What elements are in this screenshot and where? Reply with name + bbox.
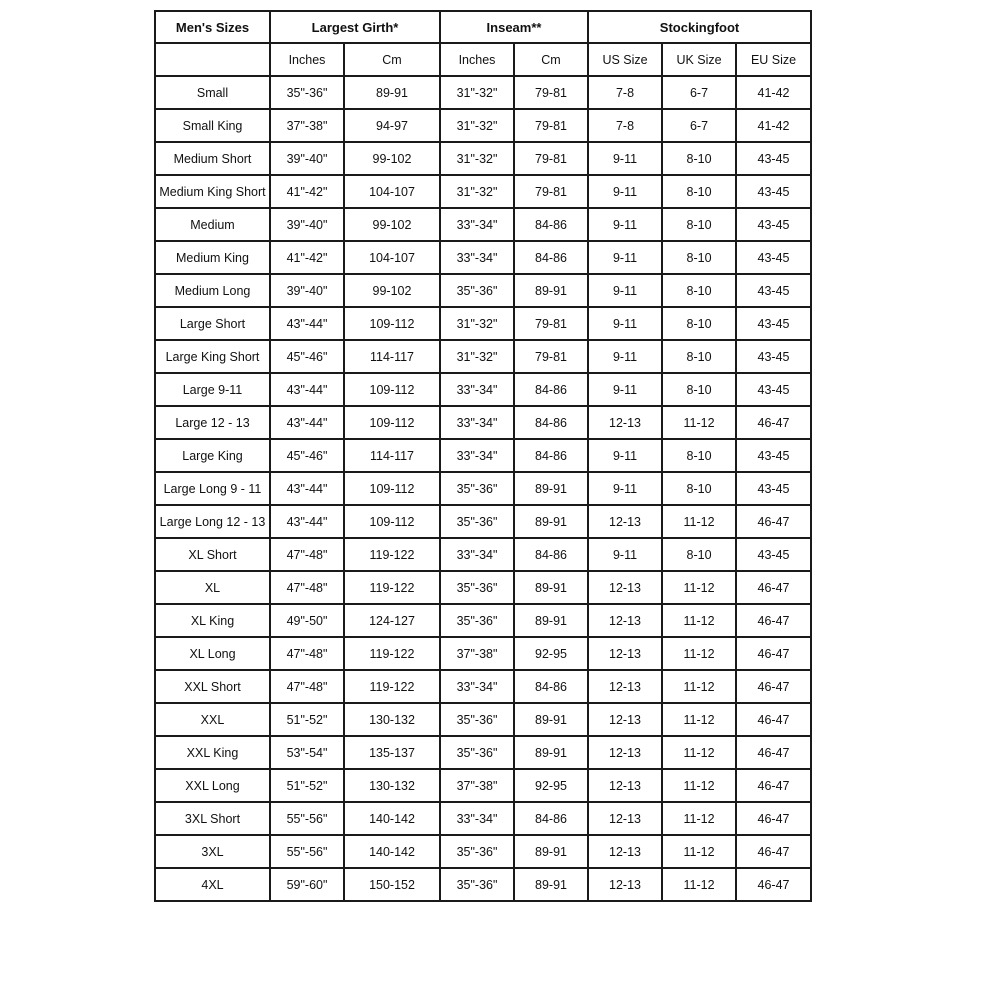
uk-size-cell: 11-12: [662, 637, 736, 670]
uk-size-cell: 8-10: [662, 208, 736, 241]
girth-inches-cell: 35"-36": [270, 76, 344, 109]
header-group-row: [155, 11, 811, 43]
header-girth-cm: Cm: [344, 43, 440, 76]
eu-size-cell: 43-45: [736, 307, 811, 340]
eu-size-cell: 46-47: [736, 835, 811, 868]
us-size-cell: 7-8: [588, 76, 662, 109]
size-name-cell: XL King: [155, 604, 270, 637]
girth-cm-cell: 109-112: [344, 373, 440, 406]
uk-size-cell: 11-12: [662, 868, 736, 901]
us-size-cell: 12-13: [588, 868, 662, 901]
girth-inches-cell: 39"-40": [270, 208, 344, 241]
girth-inches-cell: 37"-38": [270, 109, 344, 142]
inseam-inches-cell: 33"-34": [440, 208, 514, 241]
eu-size-cell: 46-47: [736, 406, 811, 439]
size-name-cell: Large King Short: [155, 340, 270, 373]
uk-size-cell: 11-12: [662, 802, 736, 835]
inseam-inches-cell: 35"-36": [440, 274, 514, 307]
girth-inches-cell: 47"-48": [270, 670, 344, 703]
girth-inches-cell: 51"-52": [270, 769, 344, 802]
eu-size-cell: 43-45: [736, 538, 811, 571]
eu-size-cell: 46-47: [736, 868, 811, 901]
eu-size-cell: 46-47: [736, 802, 811, 835]
us-size-cell: 12-13: [588, 505, 662, 538]
us-size-cell: 12-13: [588, 835, 662, 868]
eu-size-cell: 46-47: [736, 703, 811, 736]
girth-cm-cell: 99-102: [344, 142, 440, 175]
us-size-cell: 9-11: [588, 241, 662, 274]
eu-size-cell: 46-47: [736, 604, 811, 637]
girth-cm-cell: 114-117: [344, 340, 440, 373]
uk-size-cell: 11-12: [662, 505, 736, 538]
size-name-cell: Small King: [155, 109, 270, 142]
inseam-inches-cell: 37"-38": [440, 637, 514, 670]
size-name-cell: Medium King Short: [155, 175, 270, 208]
inseam-cm-cell: 79-81: [514, 76, 588, 109]
table-row: [155, 769, 811, 802]
girth-cm-cell: 99-102: [344, 208, 440, 241]
header-stockingfoot: Stockingfoot: [588, 11, 811, 43]
inseam-cm-cell: 84-86: [514, 373, 588, 406]
girth-inches-cell: 47"-48": [270, 571, 344, 604]
size-name-cell: XL Long: [155, 637, 270, 670]
size-name-cell: 4XL: [155, 868, 270, 901]
inseam-inches-cell: 33"-34": [440, 538, 514, 571]
us-size-cell: 12-13: [588, 703, 662, 736]
girth-cm-cell: 89-91: [344, 76, 440, 109]
inseam-cm-cell: 84-86: [514, 406, 588, 439]
us-size-cell: 12-13: [588, 802, 662, 835]
eu-size-cell: 43-45: [736, 472, 811, 505]
girth-inches-cell: 47"-48": [270, 637, 344, 670]
inseam-inches-cell: 31"-32": [440, 109, 514, 142]
girth-cm-cell: 119-122: [344, 670, 440, 703]
girth-inches-cell: 43"-44": [270, 373, 344, 406]
table-row: [155, 736, 811, 769]
girth-cm-cell: 99-102: [344, 274, 440, 307]
header-girth-inches: Inches: [270, 43, 344, 76]
header-largest-girth: Largest Girth*: [270, 11, 440, 43]
us-size-cell: 9-11: [588, 538, 662, 571]
header-inseam-inches: Inches: [440, 43, 514, 76]
table-row: [155, 505, 811, 538]
size-name-cell: Large Long 12 - 13: [155, 505, 270, 538]
inseam-cm-cell: 89-91: [514, 274, 588, 307]
uk-size-cell: 8-10: [662, 373, 736, 406]
inseam-inches-cell: 35"-36": [440, 868, 514, 901]
girth-inches-cell: 43"-44": [270, 307, 344, 340]
girth-inches-cell: 39"-40": [270, 274, 344, 307]
girth-inches-cell: 55"-56": [270, 802, 344, 835]
size-name-cell: XXL: [155, 703, 270, 736]
inseam-inches-cell: 35"-36": [440, 505, 514, 538]
inseam-inches-cell: 35"-36": [440, 604, 514, 637]
size-chart-table: [154, 10, 812, 902]
inseam-inches-cell: 31"-32": [440, 175, 514, 208]
girth-cm-cell: 104-107: [344, 175, 440, 208]
girth-cm-cell: 119-122: [344, 571, 440, 604]
us-size-cell: 7-8: [588, 109, 662, 142]
inseam-cm-cell: 89-91: [514, 604, 588, 637]
table-row: [155, 406, 811, 439]
table-row: [155, 175, 811, 208]
table-row: [155, 868, 811, 901]
header-eu-size: EU Size: [736, 43, 811, 76]
us-size-cell: 9-11: [588, 274, 662, 307]
uk-size-cell: 8-10: [662, 241, 736, 274]
size-name-cell: Small: [155, 76, 270, 109]
inseam-cm-cell: 84-86: [514, 802, 588, 835]
girth-cm-cell: 119-122: [344, 538, 440, 571]
us-size-cell: 12-13: [588, 406, 662, 439]
table-row: [155, 340, 811, 373]
girth-inches-cell: 41"-42": [270, 175, 344, 208]
inseam-cm-cell: 84-86: [514, 670, 588, 703]
table-row: [155, 307, 811, 340]
girth-inches-cell: 43"-44": [270, 472, 344, 505]
eu-size-cell: 43-45: [736, 340, 811, 373]
inseam-inches-cell: 35"-36": [440, 703, 514, 736]
inseam-cm-cell: 79-81: [514, 142, 588, 175]
eu-size-cell: 46-47: [736, 637, 811, 670]
size-name-cell: Large Short: [155, 307, 270, 340]
size-name-cell: XXL Short: [155, 670, 270, 703]
size-name-cell: Medium Long: [155, 274, 270, 307]
size-name-cell: Medium: [155, 208, 270, 241]
header-inseam: Inseam**: [440, 11, 588, 43]
inseam-inches-cell: 33"-34": [440, 373, 514, 406]
inseam-inches-cell: 35"-36": [440, 571, 514, 604]
size-name-cell: Large 12 - 13: [155, 406, 270, 439]
header-inseam-cm: Cm: [514, 43, 588, 76]
size-name-cell: 3XL: [155, 835, 270, 868]
size-name-cell: XL: [155, 571, 270, 604]
inseam-cm-cell: 92-95: [514, 637, 588, 670]
table-row: [155, 76, 811, 109]
us-size-cell: 12-13: [588, 637, 662, 670]
table-row: [155, 472, 811, 505]
inseam-inches-cell: 31"-32": [440, 76, 514, 109]
uk-size-cell: 8-10: [662, 142, 736, 175]
girth-cm-cell: 140-142: [344, 802, 440, 835]
us-size-cell: 9-11: [588, 439, 662, 472]
eu-size-cell: 46-47: [736, 769, 811, 802]
inseam-cm-cell: 89-91: [514, 472, 588, 505]
girth-inches-cell: 51"-52": [270, 703, 344, 736]
uk-size-cell: 11-12: [662, 571, 736, 604]
eu-size-cell: 46-47: [736, 736, 811, 769]
size-name-cell: Large Long 9 - 11: [155, 472, 270, 505]
inseam-cm-cell: 84-86: [514, 208, 588, 241]
eu-size-cell: 41-42: [736, 109, 811, 142]
size-name-cell: XXL Long: [155, 769, 270, 802]
us-size-cell: 9-11: [588, 208, 662, 241]
size-name-cell: Medium King: [155, 241, 270, 274]
table-body: [155, 76, 811, 901]
us-size-cell: 9-11: [588, 472, 662, 505]
girth-cm-cell: 130-132: [344, 703, 440, 736]
us-size-cell: 12-13: [588, 769, 662, 802]
us-size-cell: 12-13: [588, 571, 662, 604]
girth-inches-cell: 41"-42": [270, 241, 344, 274]
inseam-cm-cell: 89-91: [514, 703, 588, 736]
girth-cm-cell: 94-97: [344, 109, 440, 142]
uk-size-cell: 11-12: [662, 670, 736, 703]
size-name-cell: XXL King: [155, 736, 270, 769]
inseam-inches-cell: 35"-36": [440, 835, 514, 868]
eu-size-cell: 43-45: [736, 439, 811, 472]
header-us-size: US Size: [588, 43, 662, 76]
size-name-cell: 3XL Short: [155, 802, 270, 835]
table-row: [155, 538, 811, 571]
table-row: [155, 241, 811, 274]
inseam-cm-cell: 89-91: [514, 868, 588, 901]
eu-size-cell: 46-47: [736, 505, 811, 538]
uk-size-cell: 8-10: [662, 274, 736, 307]
girth-cm-cell: 124-127: [344, 604, 440, 637]
header-mens-sizes: Men's Sizes: [155, 11, 270, 43]
uk-size-cell: 11-12: [662, 406, 736, 439]
inseam-cm-cell: 79-81: [514, 175, 588, 208]
table-row: [155, 802, 811, 835]
girth-inches-cell: 43"-44": [270, 406, 344, 439]
eu-size-cell: 43-45: [736, 274, 811, 307]
table-row: [155, 703, 811, 736]
inseam-inches-cell: 35"-36": [440, 736, 514, 769]
inseam-inches-cell: 33"-34": [440, 439, 514, 472]
table-row: [155, 604, 811, 637]
table-row: [155, 373, 811, 406]
girth-inches-cell: 49"-50": [270, 604, 344, 637]
girth-cm-cell: 114-117: [344, 439, 440, 472]
eu-size-cell: 41-42: [736, 76, 811, 109]
girth-cm-cell: 109-112: [344, 505, 440, 538]
table-row: [155, 835, 811, 868]
inseam-cm-cell: 79-81: [514, 109, 588, 142]
eu-size-cell: 43-45: [736, 175, 811, 208]
us-size-cell: 12-13: [588, 736, 662, 769]
girth-inches-cell: 43"-44": [270, 505, 344, 538]
eu-size-cell: 43-45: [736, 142, 811, 175]
girth-inches-cell: 45"-46": [270, 340, 344, 373]
girth-inches-cell: 55"-56": [270, 835, 344, 868]
inseam-cm-cell: 79-81: [514, 340, 588, 373]
us-size-cell: 12-13: [588, 670, 662, 703]
inseam-cm-cell: 84-86: [514, 439, 588, 472]
girth-inches-cell: 47"-48": [270, 538, 344, 571]
us-size-cell: 9-11: [588, 175, 662, 208]
uk-size-cell: 11-12: [662, 604, 736, 637]
size-name-cell: Large King: [155, 439, 270, 472]
inseam-cm-cell: 79-81: [514, 307, 588, 340]
size-name-cell: Large 9-11: [155, 373, 270, 406]
us-size-cell: 9-11: [588, 142, 662, 175]
eu-size-cell: 43-45: [736, 241, 811, 274]
uk-size-cell: 11-12: [662, 835, 736, 868]
inseam-inches-cell: 33"-34": [440, 406, 514, 439]
eu-size-cell: 46-47: [736, 670, 811, 703]
inseam-cm-cell: 89-91: [514, 571, 588, 604]
girth-cm-cell: 130-132: [344, 769, 440, 802]
eu-size-cell: 46-47: [736, 571, 811, 604]
header-unit-empty: [155, 43, 270, 76]
size-name-cell: Medium Short: [155, 142, 270, 175]
girth-cm-cell: 109-112: [344, 307, 440, 340]
table-row: [155, 142, 811, 175]
inseam-inches-cell: 31"-32": [440, 307, 514, 340]
us-size-cell: 9-11: [588, 307, 662, 340]
table-row: [155, 109, 811, 142]
header-uk-size: UK Size: [662, 43, 736, 76]
uk-size-cell: 6-7: [662, 76, 736, 109]
inseam-inches-cell: 33"-34": [440, 670, 514, 703]
girth-cm-cell: 109-112: [344, 472, 440, 505]
eu-size-cell: 43-45: [736, 373, 811, 406]
eu-size-cell: 43-45: [736, 208, 811, 241]
uk-size-cell: 8-10: [662, 439, 736, 472]
inseam-inches-cell: 31"-32": [440, 340, 514, 373]
girth-inches-cell: 45"-46": [270, 439, 344, 472]
table-row: [155, 439, 811, 472]
girth-cm-cell: 109-112: [344, 406, 440, 439]
uk-size-cell: 8-10: [662, 307, 736, 340]
inseam-inches-cell: 31"-32": [440, 142, 514, 175]
uk-size-cell: 11-12: [662, 703, 736, 736]
us-size-cell: 12-13: [588, 604, 662, 637]
table-row: [155, 571, 811, 604]
size-name-cell: XL Short: [155, 538, 270, 571]
uk-size-cell: 8-10: [662, 340, 736, 373]
inseam-cm-cell: 84-86: [514, 538, 588, 571]
inseam-inches-cell: 37"-38": [440, 769, 514, 802]
inseam-cm-cell: 92-95: [514, 769, 588, 802]
girth-cm-cell: 104-107: [344, 241, 440, 274]
girth-cm-cell: 119-122: [344, 637, 440, 670]
inseam-cm-cell: 89-91: [514, 505, 588, 538]
uk-size-cell: 11-12: [662, 736, 736, 769]
us-size-cell: 9-11: [588, 373, 662, 406]
girth-cm-cell: 135-137: [344, 736, 440, 769]
us-size-cell: 9-11: [588, 340, 662, 373]
inseam-cm-cell: 89-91: [514, 736, 588, 769]
girth-inches-cell: 59"-60": [270, 868, 344, 901]
uk-size-cell: 6-7: [662, 109, 736, 142]
inseam-inches-cell: 33"-34": [440, 802, 514, 835]
inseam-cm-cell: 89-91: [514, 835, 588, 868]
inseam-inches-cell: 35"-36": [440, 472, 514, 505]
uk-size-cell: 8-10: [662, 472, 736, 505]
inseam-cm-cell: 84-86: [514, 241, 588, 274]
table-header: [155, 11, 811, 76]
inseam-inches-cell: 33"-34": [440, 241, 514, 274]
girth-inches-cell: 39"-40": [270, 142, 344, 175]
table-row: [155, 274, 811, 307]
uk-size-cell: 8-10: [662, 538, 736, 571]
table-row: [155, 637, 811, 670]
girth-inches-cell: 53"-54": [270, 736, 344, 769]
girth-cm-cell: 150-152: [344, 868, 440, 901]
uk-size-cell: 11-12: [662, 769, 736, 802]
uk-size-cell: 8-10: [662, 175, 736, 208]
table-row: [155, 208, 811, 241]
table-row: [155, 670, 811, 703]
girth-cm-cell: 140-142: [344, 835, 440, 868]
header-unit-row: [155, 43, 811, 76]
